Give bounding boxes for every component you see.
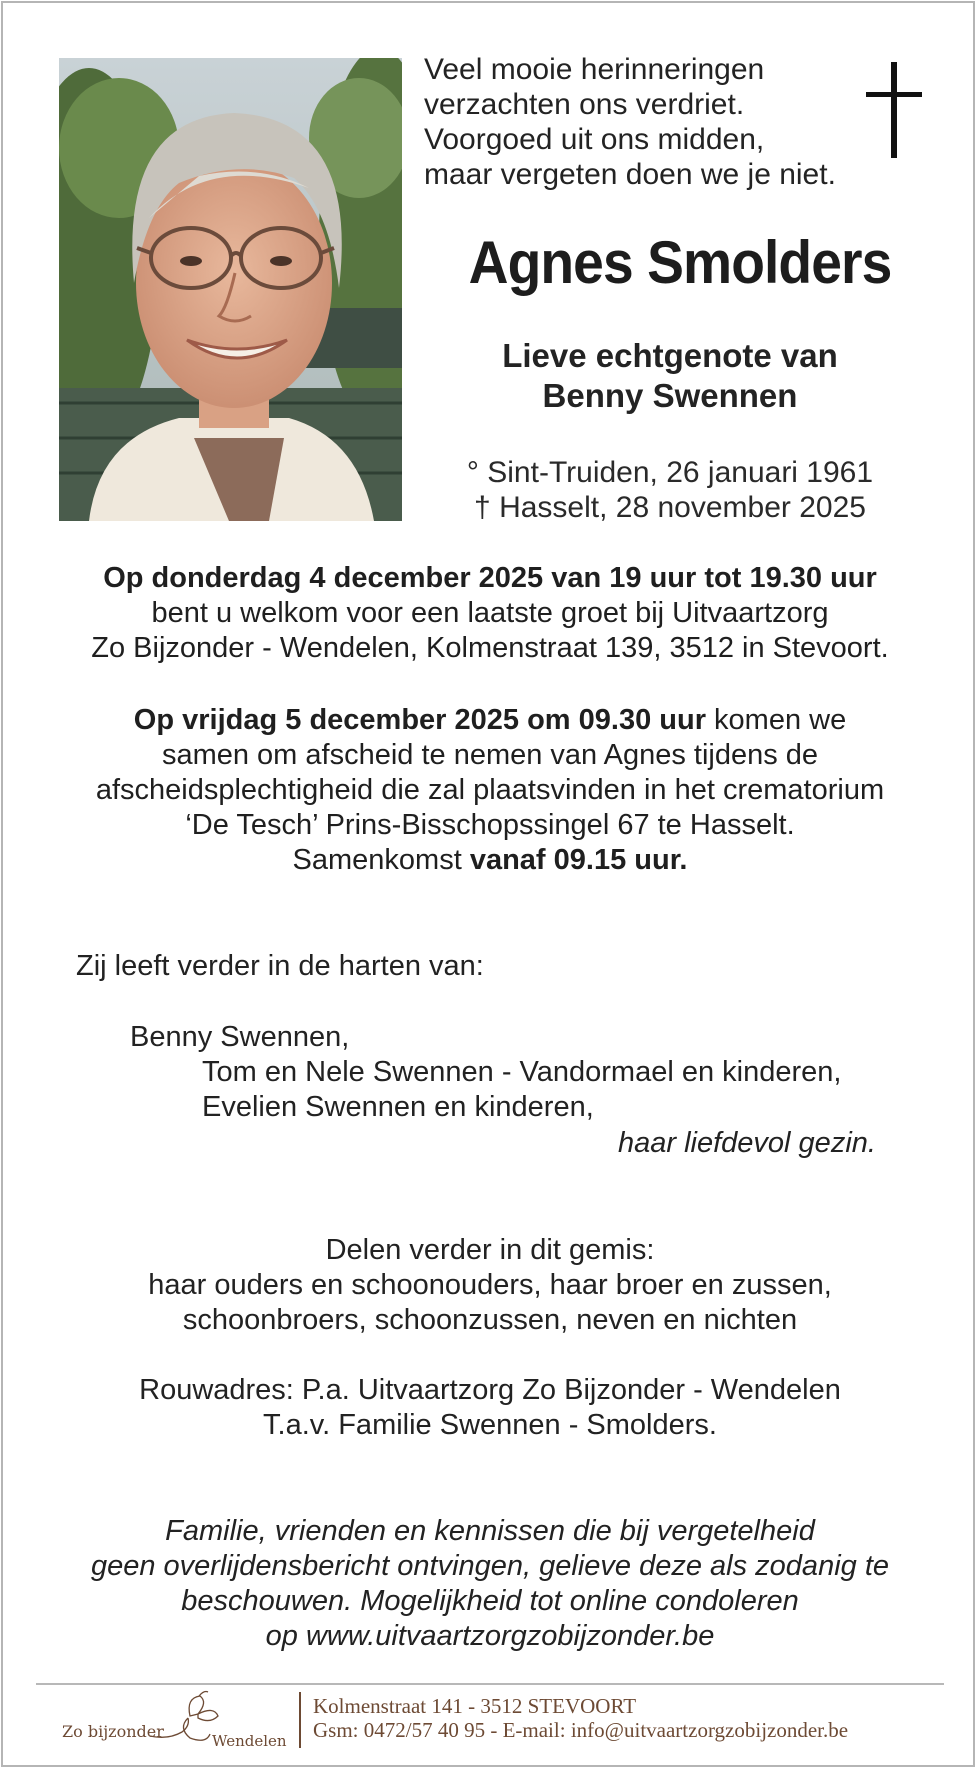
notice-line: op www.uitvaartzorgzobijzonder.be	[265, 1620, 715, 1652]
deceased-name: Agnes Smolders	[468, 229, 892, 296]
ceremony-line	[40, 703, 940, 738]
footer-address: Kolmenstraat 141 - 3512 STEVOORT	[313, 1694, 637, 1718]
funeral-home-logo	[58, 1688, 293, 1750]
spouse-block	[420, 336, 920, 416]
visitation-paragraph	[40, 561, 940, 666]
footer-phone-email: Gsm: 0472/57 40 95 - E-mail: info@uitvaartzorgzobijzonder.be	[313, 1718, 849, 1742]
logo-text-right: Wendelen	[212, 1732, 287, 1750]
visitation-line: bent u welkom voor een laatste groet bij Uitvaartzorg	[151, 597, 829, 629]
sharing-line: Delen verder in dit gemis:	[325, 1234, 655, 1266]
notice-line: geen overlijdensbericht ontvingen, gelieve deze als zodanig te	[90, 1550, 890, 1582]
family-intro: Zij leeft verder in de harten van:	[76, 950, 484, 982]
visitation-line: Zo Bijzonder - Wendelen, Kolmenstraat 139, 3512 in Stevoort.	[91, 632, 889, 664]
ceremony-line: samen om afscheid te nemen van Agnes tijdens de	[161, 739, 819, 771]
ceremony-line	[40, 843, 940, 878]
gathering-time: vanaf 09.15 uur.	[469, 844, 688, 876]
family-member: Benny Swennen,	[130, 1021, 350, 1053]
ceremony-text: komen we	[705, 704, 847, 736]
memorial-verse	[424, 52, 864, 192]
condolence-notice	[40, 1514, 940, 1654]
footer-vertical-divider	[299, 1692, 301, 1748]
spouse-line: Lieve echtgenote van	[502, 337, 838, 374]
family-closing: haar liefdevol gezin.	[618, 1127, 876, 1159]
birth-date: ° Sint-Truiden, 26 januari 1961	[466, 456, 874, 489]
sharing-block	[40, 1233, 940, 1338]
visitation-date: Op donderdag 4 december 2025 van 19 uur tot 19.30 uur	[103, 562, 877, 594]
footer-divider	[36, 1683, 944, 1685]
cross-icon	[866, 62, 922, 158]
ceremony-line: afscheidsplechtigheid die zal plaatsvinden in het crematorium	[95, 774, 885, 806]
verse-line: Veel mooie herinneringen	[424, 53, 765, 86]
family-member: Tom en Nele Swennen - Vandormael en kinderen,	[202, 1056, 842, 1088]
spouse-name: Benny Swennen	[542, 377, 798, 414]
address-line: T.a.v. Familie Swennen - Smolders.	[263, 1409, 717, 1441]
sharing-line: schoonbroers, schoonzussen, neven en nichten	[182, 1304, 798, 1336]
footer-contact	[313, 1694, 848, 1742]
sharing-line: haar ouders en schoonouders, haar broer en zussen,	[148, 1269, 832, 1301]
ceremony-paragraph	[40, 703, 940, 878]
verse-line: Voorgoed uit ons midden,	[424, 123, 765, 156]
verse-line: maar vergeten doen we je niet.	[424, 158, 836, 191]
life-dates	[420, 455, 920, 525]
logo-text-left: Zo bijzonder	[62, 1722, 164, 1741]
address-line: Rouwadres: P.a. Uitvaartzorg Zo Bijzonder - Wendelen	[139, 1374, 841, 1406]
gathering-text: Samenkomst	[292, 844, 470, 876]
mourning-address	[40, 1373, 940, 1443]
portrait-photo	[59, 58, 402, 521]
family-member: Evelien Swennen en kinderen,	[202, 1091, 594, 1123]
ceremony-line: ‘De Tesch’ Prins-Bisschopssingel 67 te Hasselt.	[185, 809, 795, 841]
death-date: † Hasselt, 28 november 2025	[474, 491, 866, 524]
ceremony-date: Op vrijdag 5 december 2025 om 09.30 uur	[133, 704, 706, 736]
verse-line: verzachten ons verdriet.	[424, 88, 745, 121]
notice-line: Familie, vrienden en kennissen die bij vergetelheid	[165, 1515, 815, 1547]
notice-line: beschouwen. Mogelijkheid tot online condoleren	[181, 1585, 799, 1617]
